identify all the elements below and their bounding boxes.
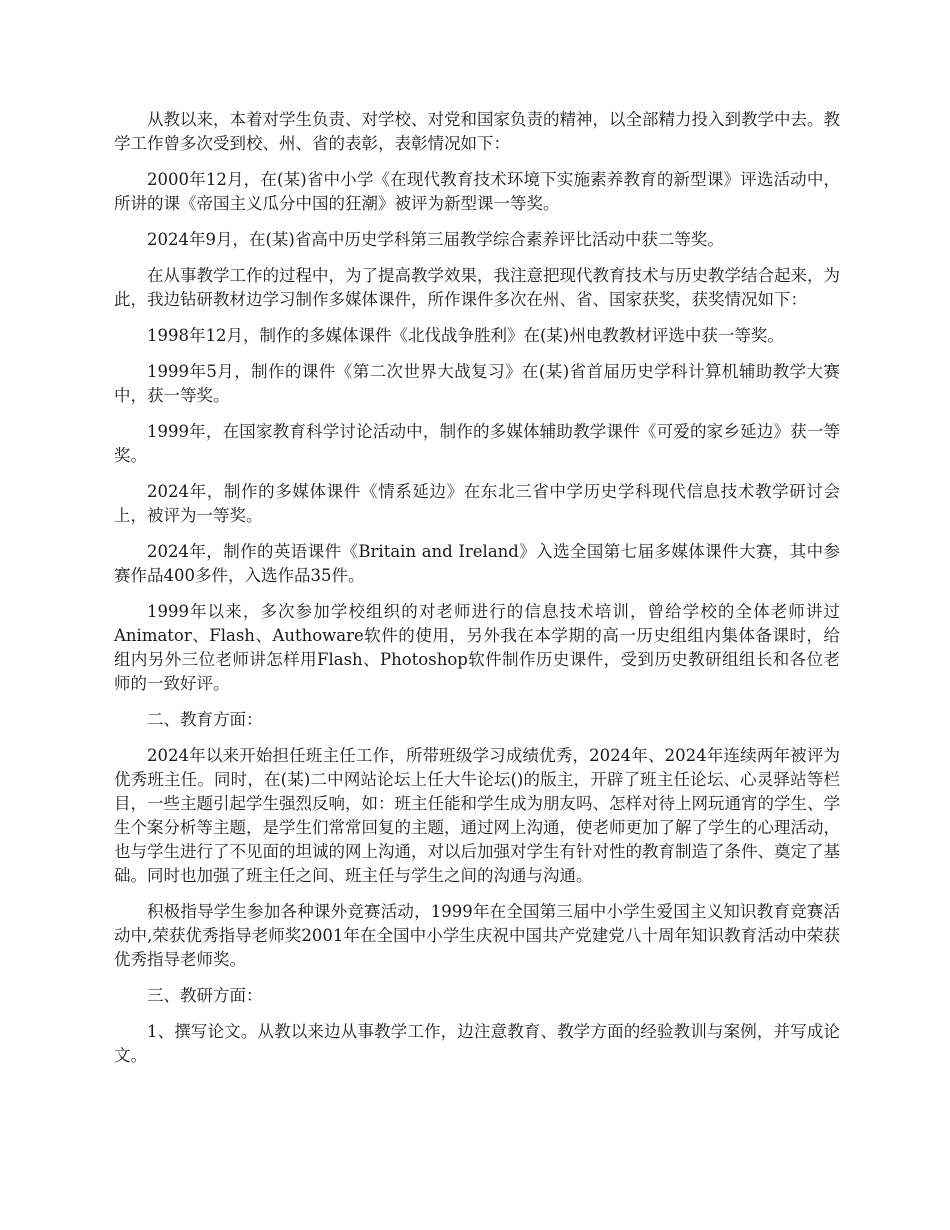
paragraph-award-1998: 1998年12月，制作的多媒体课件《北伐战争胜利》在(某)州电教教材评选中获一等奖。 [147,326,784,345]
paragraph-competitions: 积极指导学生参加各种课外竞赛活动，1999年在全国第三届中小学生爱国主义知识教育竞赛活动中,荣获优秀指导老师奖2001年在全国中小学生庆祝中国共产党建党八十周年知识教育活动中荣获优秀指导老师奖。 [114,902,840,969]
paragraph-papers: 1、撰写论文。从教以来边从事教学工作，边注意教育、教学方面的经验教训与案例，并写成论文。 [114,1022,840,1065]
paragraph-award-1999-may: 1999年5月，制作的课件《第二次世界大战复习》在(某)省首届历史学科计算机辅助教学大赛中，获一等奖。 [114,362,840,405]
paragraph-award-2000: 2000年12月，在(某)省中小学《在现代教育技术环境下实施素养教育的新型课》评选活动中，所讲的课《帝国主义瓜分中国的狂潮》被评为新型课一等奖。 [114,170,840,213]
paragraph-intro: 从教以来，本着对学生负责、对学校、对党和国家负责的精神，以全部精力投入到教学中去。教学工作曾多次受到校、州、省的表彰，表彰情况如下： [114,110,840,153]
paragraph-award-1999: 1999年，在国家教育科学讨论活动中，制作的多媒体辅助教学课件《可爱的家乡延边》获一等奖。 [114,422,840,465]
paragraph-training: 1999年以来，多次参加学校组织的对老师进行的信息技术培训，曾给学校的全体老师讲过Animator、Flash、Authoware软件的使用，另外我在本学期的高一历史组组内集体备课时，给组内另外三位老师讲怎样用Flash、Photoshop软件制作历史课件，受到历史教研组组长和各位老师的一致好评。 [114,602,840,693]
paragraph-class-teacher: 2024年以来开始担任班主任工作，所带班级学习成绩优秀，2024年、2024年连续两年被评为优秀班主任。同时，在(某)二中网站论坛上任大牛论坛()的版主，开辟了班主任论坛、心灵驿站等栏目，一些主题引起学生强烈反响，如：班主任能和学生成为朋友吗、怎样对待上网玩通宵的学生、学生个案分析等主题，是学生们常常回复的主题，通过网上沟通，使老师更加了解了学生的心理活动，也与学生进行了不见面的坦诚的网上沟通，对以后加强对学生有针对性的教育制造了条件、奠定了基础。同时也加强了班主任之间、班主任与学生之间的沟通与沟通。 [114,746,840,885]
paragraph-award-2024-english: 2024年，制作的英语课件《Britain and Ireland》入选全国第七届多媒体课件大赛，其中参赛作品400多件，入选作品35件。 [114,542,840,585]
paragraph-award-2024-yanbian: 2024年，制作的多媒体课件《情系延边》在东北三省中学历史学科现代信息技术教学研讨会上，被评为一等奖。 [114,482,840,525]
section-heading-research: 三、教研方面： [147,986,263,1005]
paragraph-award-2024-history: 2024年9月，在(某)省高中历史学科第三届教学综合素养评比活动中获二等奖。 [147,230,724,249]
section-heading-education: 二、教育方面： [147,710,263,729]
document-body [114,108,840,1080]
paragraph-courseware-intro: 在从事教学工作的过程中，为了提高教学效果，我注意把现代教育技术与历史教学结合起来，为此，我边钻研教材边学习制作多媒体课件，所作课件多次在州、省、国家获奖，获奖情况如下： [114,266,840,309]
